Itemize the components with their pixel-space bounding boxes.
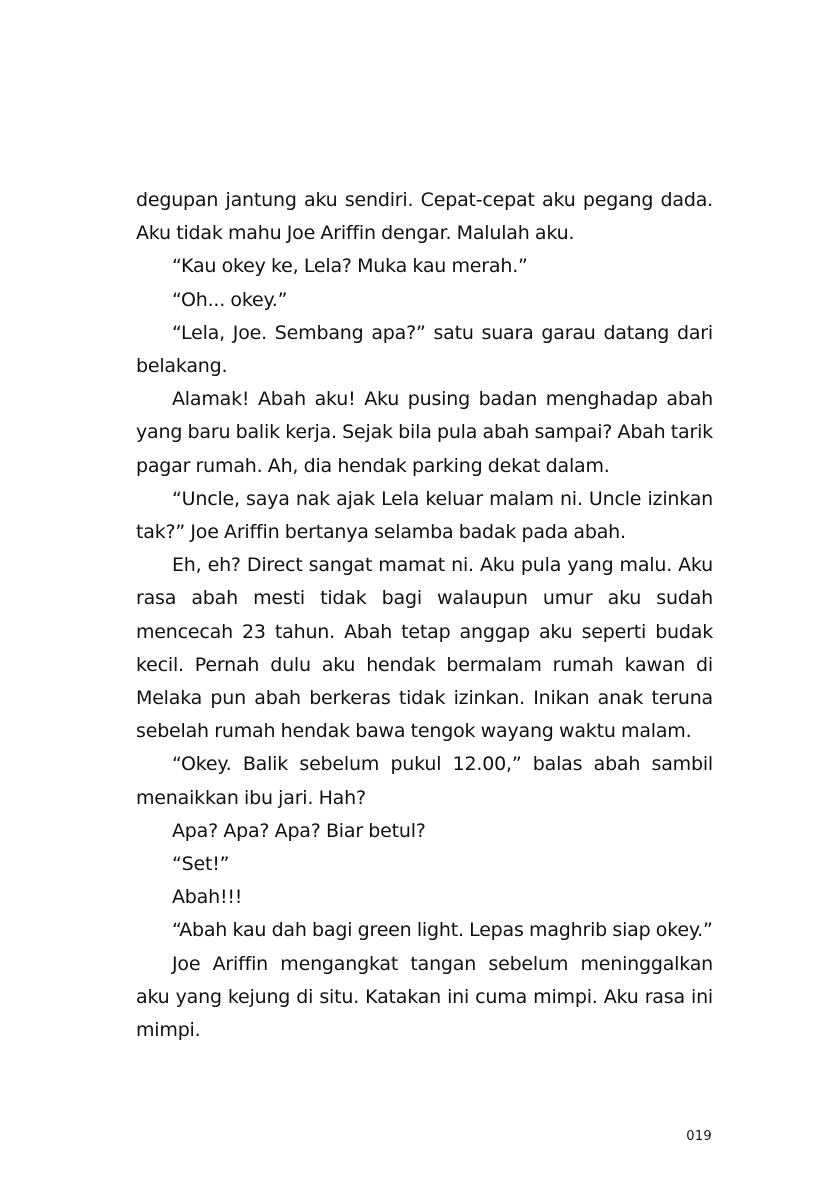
paragraph-11: Abah!!! xyxy=(172,886,243,909)
paragraph-2: “Kau okey ke, Lela? Muka kau merah.” xyxy=(172,255,528,278)
paragraph-4: “Lela, Joe. Sembang apa?” satu suara garau datang dari belakang. xyxy=(136,321,713,378)
body-text xyxy=(136,184,713,1047)
page-number: 019 xyxy=(686,1129,712,1144)
paragraph-13: Joe Ariffin mengangkat tangan sebelum meninggalkan aku yang kejung di situ. Katakan ini cuma mimpi. Aku rasa ini mimpi. xyxy=(136,952,713,1042)
paragraph-1: degupan jantung aku sendiri. Cepat-cepat aku pegang dada. Aku tidak mahu Joe Ariffin dengar. Malulah aku. xyxy=(136,189,713,245)
paragraph-5: Alamak! Abah aku! Aku pusing badan menghadap abah yang baru balik kerja. Sejak bila pula abah sampai? Abah tarik pagar rumah. Ah, dia hendak parking dekat dalam. xyxy=(136,388,713,477)
paragraph-7: Eh, eh? Direct sangat mamat ni. Aku pula yang malu. Aku rasa abah mesti tidak bagi walaupun umur aku sudah mencecah 23 tahun. Abah tetap anggap aku seperti budak kecil. Pernah dulu aku hendak bermalam rumah kawan di Melaka pun abah berkeras tidak izinkan. Inikan anak teruna sebelah rumah hendak bawa tengok wayang waktu malam. xyxy=(136,554,713,743)
paragraph-9: Apa? Apa? Apa? Biar betul? xyxy=(172,819,426,842)
paragraph-8: “Okey. Balik sebelum pukul 12.00,” balas abah sambil menaikkan ibu jari. Hah? xyxy=(136,753,713,809)
paragraph-6: “Uncle, saya nak ajak Lela keluar malam ni. Uncle izinkan tak?” Joe Ariffin bertanya selamba badak pada abah. xyxy=(136,487,713,544)
paragraph-3: “Oh... okey.” xyxy=(172,288,288,311)
paragraph-12: “Abah kau dah bagi green light. Lepas maghrib siap okey.” xyxy=(172,919,713,942)
paragraph-10: “Set!” xyxy=(172,853,230,876)
